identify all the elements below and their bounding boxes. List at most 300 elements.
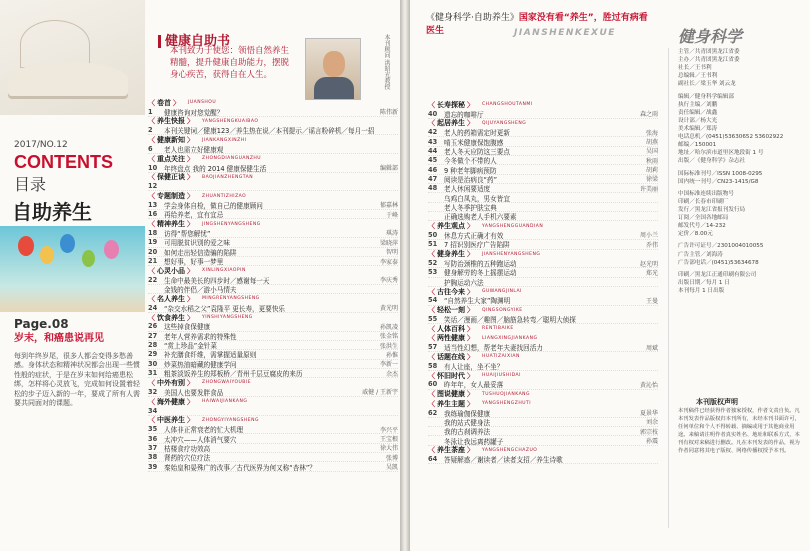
- section-bracket-icon: 〉: [467, 100, 474, 109]
- toc-section-title: 心灵小品: [157, 266, 185, 275]
- toc-entry-title: 阅读是治病良“药”: [444, 175, 497, 184]
- toc-section-title: 古往今来: [437, 287, 465, 296]
- toc-section-pinyin: CHANGSHOUTANMI: [482, 102, 533, 108]
- toc-section-title: 养生观点: [437, 222, 465, 231]
- toc-entry[interactable]: [428, 343, 658, 352]
- toc-entry-author: 王宝根: [379, 436, 398, 444]
- toc-entry-author: 刘余: [645, 419, 658, 427]
- toc-entry-page: 30: [148, 359, 158, 368]
- section-bracket-icon: 〉: [467, 250, 474, 259]
- masthead-line: 广告主管／刘海涛: [678, 251, 723, 258]
- section-bracket-icon: 〈: [428, 100, 435, 109]
- toc-entry-author: 孙凯凌: [379, 323, 398, 331]
- toc-entry[interactable]: [148, 388, 398, 397]
- toc-section-pinyin: XINLINGXIAOPIN: [202, 268, 246, 274]
- toc-entry[interactable]: [148, 406, 398, 415]
- slogan-highlight: 国家没有看“养生”，胜过有病看医生: [426, 13, 648, 36]
- section-bracket-icon: 〉: [173, 98, 180, 107]
- toc-entry-page: 29: [148, 350, 158, 359]
- toc-section-pinyin: JINGSHENYANGSHENG: [202, 221, 261, 227]
- masthead-line: 印刷／长春市印刷厂: [678, 198, 729, 205]
- right-page: [410, 0, 810, 551]
- section-bracket-icon: 〉: [187, 397, 194, 406]
- toc-entry-title: 健身解劳的冬上摇摆运动: [444, 269, 517, 278]
- section-bracket-icon: 〉: [187, 173, 194, 182]
- toc-section-pinyin: JIANKANGXINZHI: [202, 137, 247, 143]
- feature-headline: 岁末，和癌患说再见: [14, 333, 104, 344]
- feature-summary: 每到年终岁尾，很多人都会变得多愁善感。身体状态和精神状况都会出现一些惯性般的症状，于是在岁末如何给癌患松绑，怎样将心灵放飞，完成如何设置着轻松的步子迈入新的一年，要成了所有人需要共同面对的课题。: [14, 352, 140, 408]
- toc-entry-title: 7 招识别医疗广告陷阱: [444, 241, 510, 250]
- toc-section-pinyin: BAOJIANZHENGTAN: [202, 174, 254, 180]
- toc-entry-title: 老年人营养需求的特殊性: [164, 332, 237, 341]
- toc-entry-page: 54: [428, 296, 438, 305]
- toc-entry-title: 人体非正常衰老的忙大机理: [164, 426, 244, 435]
- toc-entry-author: 琪涛: [385, 230, 398, 238]
- toc-section-title: 两性健康: [437, 334, 465, 343]
- toc-entry-author: 编辑部: [379, 165, 398, 173]
- section-bracket-icon: 〈: [148, 294, 155, 303]
- toc-entry-page: 32: [148, 387, 158, 396]
- toc-entry-page: 20: [148, 247, 158, 256]
- toc-entry-author: 许美丽: [639, 185, 658, 193]
- toc-entry-author: 郁嘉林: [379, 202, 398, 210]
- section-bracket-icon: 〉: [187, 313, 194, 322]
- toc-entry-page: 6: [148, 144, 153, 153]
- section-bracket-icon: 〈: [428, 352, 435, 361]
- toc-entry-title: 访得“帮您解忧”: [164, 229, 211, 238]
- toc-section-header: [148, 173, 398, 182]
- toc-entry[interactable]: [148, 285, 398, 294]
- toc-entry-author: 戚健 / 王新宇: [362, 389, 398, 397]
- balloon-photo: [0, 226, 145, 312]
- column-intro: 本刊致力于使您：领悟自然养生精髓，提升健康自助能力，摆脱身心疾苦，获得自在人生。: [170, 46, 290, 80]
- toc-entry-page: 35: [148, 425, 158, 434]
- toc-entry-title: 枯楼食疗功效高: [164, 444, 211, 453]
- toc-entry-title: 适当性幻想，帮老年夫妻找回活力: [444, 344, 543, 353]
- magazine-title: 健身科学: [678, 27, 743, 46]
- toc-section-pinyin: YANGSHENGZHUTI: [482, 401, 532, 407]
- brand-logo: 自助养生: [12, 200, 92, 224]
- masthead-line: 主管／共青团黑龙江省委: [678, 49, 740, 55]
- toc-entry-page: 40: [428, 109, 438, 118]
- masthead-line: 副社长／梁玉华 刘云龙: [678, 81, 736, 88]
- toc-entry-page: 51: [428, 240, 438, 249]
- portrait-face: [323, 51, 345, 77]
- toc-section-title: 养生快报: [157, 117, 185, 126]
- toc-entry-page: 34: [148, 406, 158, 415]
- section-bracket-icon: 〈: [428, 390, 435, 399]
- toc-entry-title: 秦始皇和晏殊广的改事／古代医界为何又称“杏林”？: [164, 463, 316, 472]
- open-book-illustration: [0, 0, 145, 115]
- toc-entry-author: 徐大伟: [379, 445, 398, 453]
- toc-section-title: 养生主题: [437, 399, 465, 408]
- toc-entry-page: 36: [148, 434, 158, 443]
- toc-entry[interactable]: [428, 380, 658, 389]
- toc-entry-author: 胡莉: [645, 167, 658, 175]
- toc-entry-title: 粗茶淡饭养生的郑板桥／青州千层豆腐皮的来历: [164, 370, 303, 379]
- toc-entry-page: 52: [428, 259, 438, 268]
- toc-entry-page: 43: [428, 137, 438, 146]
- toc-entry-title: 补充膳食纤维，需掌握适量原则: [164, 351, 257, 360]
- toc-entry-title: 老人的药箱需定时更新: [444, 129, 510, 138]
- toc-section-pinyin: QIJUYANGSHENG: [482, 120, 527, 126]
- toc-entry[interactable]: [148, 257, 398, 266]
- toc-entry[interactable]: [148, 182, 398, 191]
- section-bracket-icon: 〈: [428, 119, 435, 128]
- toc-entry-page: 24: [148, 303, 158, 312]
- toc-section-title: 轻松一刻: [437, 306, 465, 315]
- toc-section-pinyin: MINGRENYANGSHENG: [202, 296, 260, 302]
- toc-entry-title: 老人冬天应防这三要点: [444, 147, 510, 156]
- section-bracket-icon: 〈: [428, 324, 435, 333]
- masthead-line: 电话总机／(0451)53630652 53602922: [678, 134, 784, 141]
- toc-entry[interactable]: [428, 109, 658, 118]
- balloon-red: [18, 236, 34, 256]
- section-bracket-icon: 〉: [467, 446, 474, 455]
- balloon-pink: [104, 240, 119, 259]
- toc-section-title: 重点关注: [157, 154, 185, 163]
- toc-entry-author: 张洪生: [379, 342, 398, 350]
- toc-entry-author: 秋雨: [645, 157, 658, 165]
- toc-entry-title: 本刊关键词／健康123／养生热在说／本刊提示／谣言粉碎机／每月一招: [164, 127, 375, 136]
- masthead-line: 国际标准刊号／ISSN 1008-0295: [678, 170, 763, 177]
- toc-entry-title: 金钱的伴侣／游小马情夫: [164, 286, 237, 295]
- section-bracket-icon: 〈: [148, 154, 155, 163]
- toc-section-title: 起居养生: [437, 119, 465, 128]
- section-bracket-icon: 〈: [428, 399, 435, 408]
- toc-section-pinyin: LIANGXINGJIANKANG: [482, 335, 538, 341]
- section-bracket-icon: 〈: [428, 222, 435, 231]
- toc-section-title: 中外有别: [157, 378, 185, 387]
- toc-entry[interactable]: [148, 462, 398, 471]
- toc-entry-title: 乌鸡白凤丸，男女皆宜: [444, 194, 510, 203]
- toc-entry-page: 28: [148, 341, 158, 350]
- toc-section-title: 话题在线: [437, 352, 465, 361]
- toc-section-title: 饮食养生: [157, 313, 185, 322]
- toc-entry-title: 啃玉米健康保饱腹感: [444, 138, 504, 147]
- section-bracket-icon: 〈: [428, 287, 435, 296]
- section-bracket-icon: 〉: [467, 324, 474, 333]
- toc-entry-title: 昨年年，女人最妥落: [444, 381, 504, 390]
- slogan-prefix: 《健身科学·自助养生》: [426, 13, 519, 23]
- left-page: [0, 0, 400, 551]
- toc-entry-page: 10: [148, 163, 158, 172]
- contents-heading: CONTENTS: [14, 152, 113, 172]
- toc-section-title: 中医养生: [157, 416, 185, 425]
- toc-entry[interactable]: [148, 145, 398, 154]
- balloon-blue: [60, 234, 75, 253]
- toc-entry-page: 18: [148, 228, 158, 237]
- toc-section-pinyin: RENTIBAIKE: [482, 326, 514, 332]
- toc-entry-page: 38: [148, 453, 158, 462]
- toc-entry-author: 梁晓萍: [379, 239, 398, 247]
- toc-entry-title: 老人也需立好健康观: [164, 145, 224, 154]
- toc-entry[interactable]: [148, 304, 398, 313]
- toc-entry[interactable]: [428, 240, 658, 249]
- toc-entry-page: 22: [148, 275, 158, 284]
- toc-entry-author: 郭宗枝: [639, 428, 658, 436]
- toc-entry[interactable]: [148, 369, 398, 378]
- toc-entry[interactable]: [148, 163, 398, 172]
- toc-entry-title: 答疑解惑／谢读者／读者支招／养生诗歌: [444, 456, 563, 465]
- toc-entry-title: 9 种老年脚病预防: [444, 166, 497, 175]
- masthead-line: 总编辑／王书利: [678, 73, 718, 80]
- feature-page-label: Page.08: [14, 317, 69, 331]
- toc-entry-page: 27: [148, 331, 158, 340]
- toc-entry-title: 炒菜热油暗藏的健康学问: [164, 360, 237, 369]
- toc-entry-page: 62: [428, 408, 438, 417]
- toc-section-pinyin: HUAIJIUSHIDAI: [482, 373, 521, 379]
- section-bracket-icon: 〈: [148, 313, 155, 322]
- toc-entry-author: 森之雨: [639, 111, 658, 119]
- issue-number: 2017/NO.12: [14, 140, 68, 150]
- toc-section-title: 长寿探秘: [437, 100, 465, 109]
- toc-entry-author: 孙震: [645, 438, 658, 446]
- section-bracket-icon: 〈: [148, 378, 155, 387]
- copyright-statement-title: 本刊版权声明: [696, 398, 738, 406]
- section-bracket-icon: 〉: [187, 378, 194, 387]
- toc-entry-page: 60: [428, 380, 438, 389]
- toc-entry-author: 夏景华: [639, 410, 658, 418]
- toc-entry-title: 老人休闲要适度: [444, 185, 491, 194]
- toc-entry-author: 黄光明: [379, 305, 398, 313]
- toc-entry-page: 50: [428, 230, 438, 239]
- toc-entry[interactable]: [428, 212, 658, 221]
- toc-entry-page: 47: [428, 174, 438, 183]
- toc-entry-title: 健康咨询对您觉醒？: [164, 108, 224, 117]
- toc-entry[interactable]: [428, 315, 658, 324]
- section-bracket-icon: 〉: [467, 390, 474, 399]
- toc-section-pinyin: HUATIZAIXIAN: [482, 354, 520, 360]
- toc-entry-page: 31: [148, 369, 158, 378]
- section-bracket-icon: 〈: [428, 306, 435, 315]
- section-bracket-icon: 〉: [187, 136, 194, 145]
- toc-section-header: [428, 324, 658, 333]
- toc-entry-page: 48: [428, 184, 438, 193]
- masthead-line: 国内统一刊号／CN23-1415/G8: [678, 178, 759, 185]
- section-bracket-icon: 〉: [467, 399, 474, 408]
- toc-entry-title: 想好事，好事一梦里: [164, 258, 224, 267]
- toc-section-title: 图说健康: [437, 390, 465, 399]
- toc-entry-page: 13: [148, 200, 158, 209]
- toc-entry-title: 可用脱贫识别的爱之味: [164, 239, 230, 248]
- toc-entry-author: 李新一: [379, 361, 398, 369]
- section-bracket-icon: 〉: [467, 306, 474, 315]
- toc-section-title: 人体百科: [437, 324, 465, 333]
- mulu-heading: 目录: [14, 175, 47, 194]
- toc-entry[interactable]: [148, 107, 398, 116]
- toc-entry-title: 今冬做个不带的人: [444, 157, 497, 166]
- book-spine: [400, 0, 410, 551]
- toc-entry-title: 学会身体自检，做自己的健康顾问: [164, 201, 263, 210]
- section-bracket-icon: 〉: [187, 117, 194, 126]
- section-bracket-icon: 〈: [148, 192, 155, 201]
- toc-entry[interactable]: [428, 278, 658, 287]
- section-bracket-icon: 〉: [467, 352, 474, 361]
- section-bracket-icon: 〈: [148, 98, 155, 107]
- toc-entry-title: 肾药的穴位疗法: [164, 454, 211, 463]
- section-bracket-icon: 〉: [187, 416, 194, 425]
- toc-section-title: 精神养生: [157, 220, 185, 229]
- section-bracket-icon: 〉: [467, 119, 474, 128]
- toc-entry-page: 16: [148, 210, 158, 219]
- section-bracket-icon: 〈: [148, 136, 155, 145]
- masthead-line: 邮发代号／14-232: [678, 223, 726, 230]
- masthead-line: 编辑／健身科学编辑部: [678, 93, 734, 100]
- toc-entry[interactable]: [428, 436, 658, 445]
- open-book-pages: [8, 62, 128, 96]
- section-bracket-icon: 〈: [148, 397, 155, 406]
- balloon-yellow: [40, 246, 54, 264]
- toc-section-pinyin: ZHONGYIYANGSHENG: [202, 417, 259, 423]
- toc-entry-author: 吴国: [645, 148, 658, 156]
- toc-entry-author: 余杰: [385, 370, 398, 378]
- section-bracket-icon: 〉: [187, 154, 194, 163]
- toc-entry-title: 这些掉食保健康: [164, 323, 211, 332]
- toc-section-pinyin: GUWANGJINLAI: [482, 289, 522, 295]
- masthead-line: 印刷／黑龙江正通印刷有限公司: [678, 271, 757, 278]
- toc-section-pinyin: TUSHUOJIANKANG: [482, 391, 531, 397]
- toc-entry[interactable]: [148, 210, 398, 219]
- toc-section-title: 养生茶座: [437, 446, 465, 455]
- toc-entry[interactable]: [148, 126, 398, 135]
- toc-entry-title: 太冲穴——人体消气要穴: [164, 435, 237, 444]
- toc-entry-page: 44: [428, 146, 438, 155]
- copyright-statement: 本刊稿件已经获得作者独家授权，作者文责自负。凡本刊发表作品版权归本刊所有，未经本刊书面许可，任何单位和个人不得转载、摘编或用于其他商业用途。来稿请注明作者真实姓名、地址和联系方式，本刊有权对来稿进行删改。凡在本刊发表的作品，视为作者同意将其电子版权、网络传播权授予本刊。: [678, 408, 800, 454]
- toc-entry-page: 26: [148, 322, 158, 331]
- toc-entry-author: 黄沁怡: [639, 381, 658, 389]
- toc-entry-title: 有人让座，坐不坐？: [444, 362, 504, 371]
- toc-entry-page: 39: [148, 462, 158, 471]
- section-bracket-icon: 〈: [428, 446, 435, 455]
- toc-entry-title: 正确选购老人手机六要素: [444, 213, 517, 222]
- toc-section-pinyin: HAIWAIJIANKANG: [202, 399, 248, 405]
- toc-entry-page: 12: [148, 182, 158, 191]
- section-bracket-icon: 〉: [187, 192, 194, 201]
- toc-entry-author: 于峰: [385, 211, 398, 219]
- book-page-curl: [20, 20, 90, 68]
- toc-section-title: 名人养生: [157, 294, 185, 303]
- toc-entry-page: 45: [428, 156, 438, 165]
- toc-entry-page: 1: [148, 107, 153, 116]
- toc-entry-page: 57: [428, 343, 438, 352]
- section-bracket-icon: 〉: [187, 220, 194, 229]
- masthead-line: 本刊每月 1 日出版: [678, 287, 725, 294]
- section-bracket-icon: 〈: [428, 371, 435, 380]
- toc-entry-author: 乔伟: [645, 241, 658, 249]
- toc-section-title: 专题制造: [157, 192, 185, 201]
- masthead-line: 执行主编／刘鹏: [678, 101, 718, 108]
- toc-section-pinyin: ZHONGDIANGUANZHU: [202, 156, 262, 162]
- toc-entry-author: 王曼: [645, 297, 658, 305]
- masthead-line: 出版日期／每月 1 日: [678, 279, 730, 286]
- toc-section-title: 海外健康: [157, 397, 185, 406]
- masthead-line: 主办／共青团黑龙江省委: [678, 57, 740, 64]
- toc-entry-author: 郑光: [645, 269, 658, 277]
- masthead-line: 出版／《健身科学》杂志社: [678, 158, 746, 165]
- toc-entry-title: 我的站式健身法: [444, 418, 491, 427]
- toc-entry-page: 42: [428, 128, 438, 137]
- toc-entry-title: “杂交水稻之父”袁隆平 更长寿，更要快乐: [164, 304, 286, 313]
- section-bracket-icon: 〉: [467, 287, 474, 296]
- toc-section-pinyin: JUANSHOU: [188, 100, 217, 106]
- toc-entry-title: 写防治颈椎的五种跑运动: [444, 260, 517, 269]
- toc-entry-page: 2: [148, 126, 153, 135]
- masthead-line: 中国标准连续出版物号: [678, 190, 734, 197]
- toc-entry-title: “自然养生大家”陶渊明: [444, 297, 511, 306]
- toc-entry-author: 吴凯: [385, 464, 398, 472]
- toc-entry-page: 21: [148, 257, 158, 266]
- toc-entry-title: 生命中最美长的四步时／感谢每一天: [164, 276, 270, 285]
- toc-entry-author: 陈伟新: [379, 109, 398, 117]
- toc-section-header: [428, 390, 658, 399]
- column-title-text: 健康自助书: [165, 34, 231, 49]
- toc-section-pinyin: YANGSHENGGUANDIAN: [482, 223, 544, 229]
- masthead-line: 设计部／杨大光: [678, 117, 718, 124]
- balloon-green: [82, 250, 95, 267]
- section-bracket-icon: 〉: [467, 334, 474, 343]
- toc-entry-title: 护胸运动六法: [444, 278, 484, 287]
- toc-entry[interactable]: [428, 362, 658, 371]
- masthead-line: 美术编辑／郑涛: [678, 125, 718, 132]
- column-title-bar: [158, 35, 161, 48]
- toc-entry-title: 笑话／漫画／趣图／脑筋急转弯／聪明大侦探: [444, 316, 576, 325]
- toc-section-title: 健身养生: [437, 250, 465, 259]
- toc-section-title: 保健正谈: [157, 173, 185, 182]
- toc-entry-author: 孙惟: [385, 351, 398, 359]
- portrait-caption: 本刊顾问 洪昭光教授: [383, 34, 390, 90]
- column-divider: [668, 48, 669, 528]
- masthead-line: 定价／8.00元: [678, 231, 713, 238]
- toc-section-pinyin: YANGSHENGCHAZUO: [482, 447, 538, 453]
- toc-section-pinyin: YINSHIYANGSHENG: [202, 315, 253, 321]
- pinyin-wordmark: JIANSHENKEXUE: [514, 28, 616, 38]
- masthead-line: 广告部电话／(0451)53634678: [678, 259, 759, 266]
- toc-entry-author: 张海: [645, 129, 658, 137]
- section-bracket-icon: 〈: [428, 334, 435, 343]
- section-bracket-icon: 〈: [148, 220, 155, 229]
- toc-entry-author: 李庆秀: [379, 277, 398, 285]
- toc-section-header: [148, 397, 398, 406]
- section-bracket-icon: 〉: [467, 222, 474, 231]
- toc-section-pinyin: ZHUANTIZHIZAO: [202, 193, 247, 199]
- section-bracket-icon: 〉: [187, 294, 194, 303]
- toc-entry-author: 周小兰: [639, 232, 658, 240]
- toc-entry-title: 老人冬季护肤宝典: [444, 203, 497, 212]
- toc-entry-page: 37: [148, 443, 158, 452]
- portrait-suit: [314, 77, 354, 100]
- section-bracket-icon: 〉: [467, 371, 474, 380]
- toc-entry-title: 我的古刹调养法: [444, 428, 491, 437]
- masthead-line: 发行／黑龙江省报刊发行局: [678, 206, 746, 213]
- masthead-line: 社长／王书利: [678, 65, 712, 72]
- toc-section-pinyin: JIANSHENYANGSHENG: [482, 251, 541, 257]
- toc-entry-title: 再给养老，宜有宜忌: [164, 211, 224, 220]
- toc-entry-author: 周斌: [645, 344, 658, 352]
- toc-entry-author: 赵光明: [639, 260, 658, 268]
- toc-entry-page: 58: [428, 361, 438, 370]
- toc-section-title: 健康新知: [157, 136, 185, 145]
- toc-entry-page: 53: [428, 268, 438, 277]
- toc-entry[interactable]: [428, 455, 658, 464]
- toc-section-pinyin: QINGSONGYIKE: [482, 307, 523, 313]
- toc-entry-author: 李兴平: [379, 426, 398, 434]
- section-bracket-icon: 〈: [148, 416, 155, 425]
- toc-entry[interactable]: [428, 296, 658, 305]
- toc-entry-title: “赏上珍品”金针菜: [164, 342, 217, 351]
- toc-entry-title: 冬泳让我远离药罐子: [444, 437, 504, 446]
- toc-section-pinyin: ZHONGWAIYOUBIE: [202, 380, 252, 386]
